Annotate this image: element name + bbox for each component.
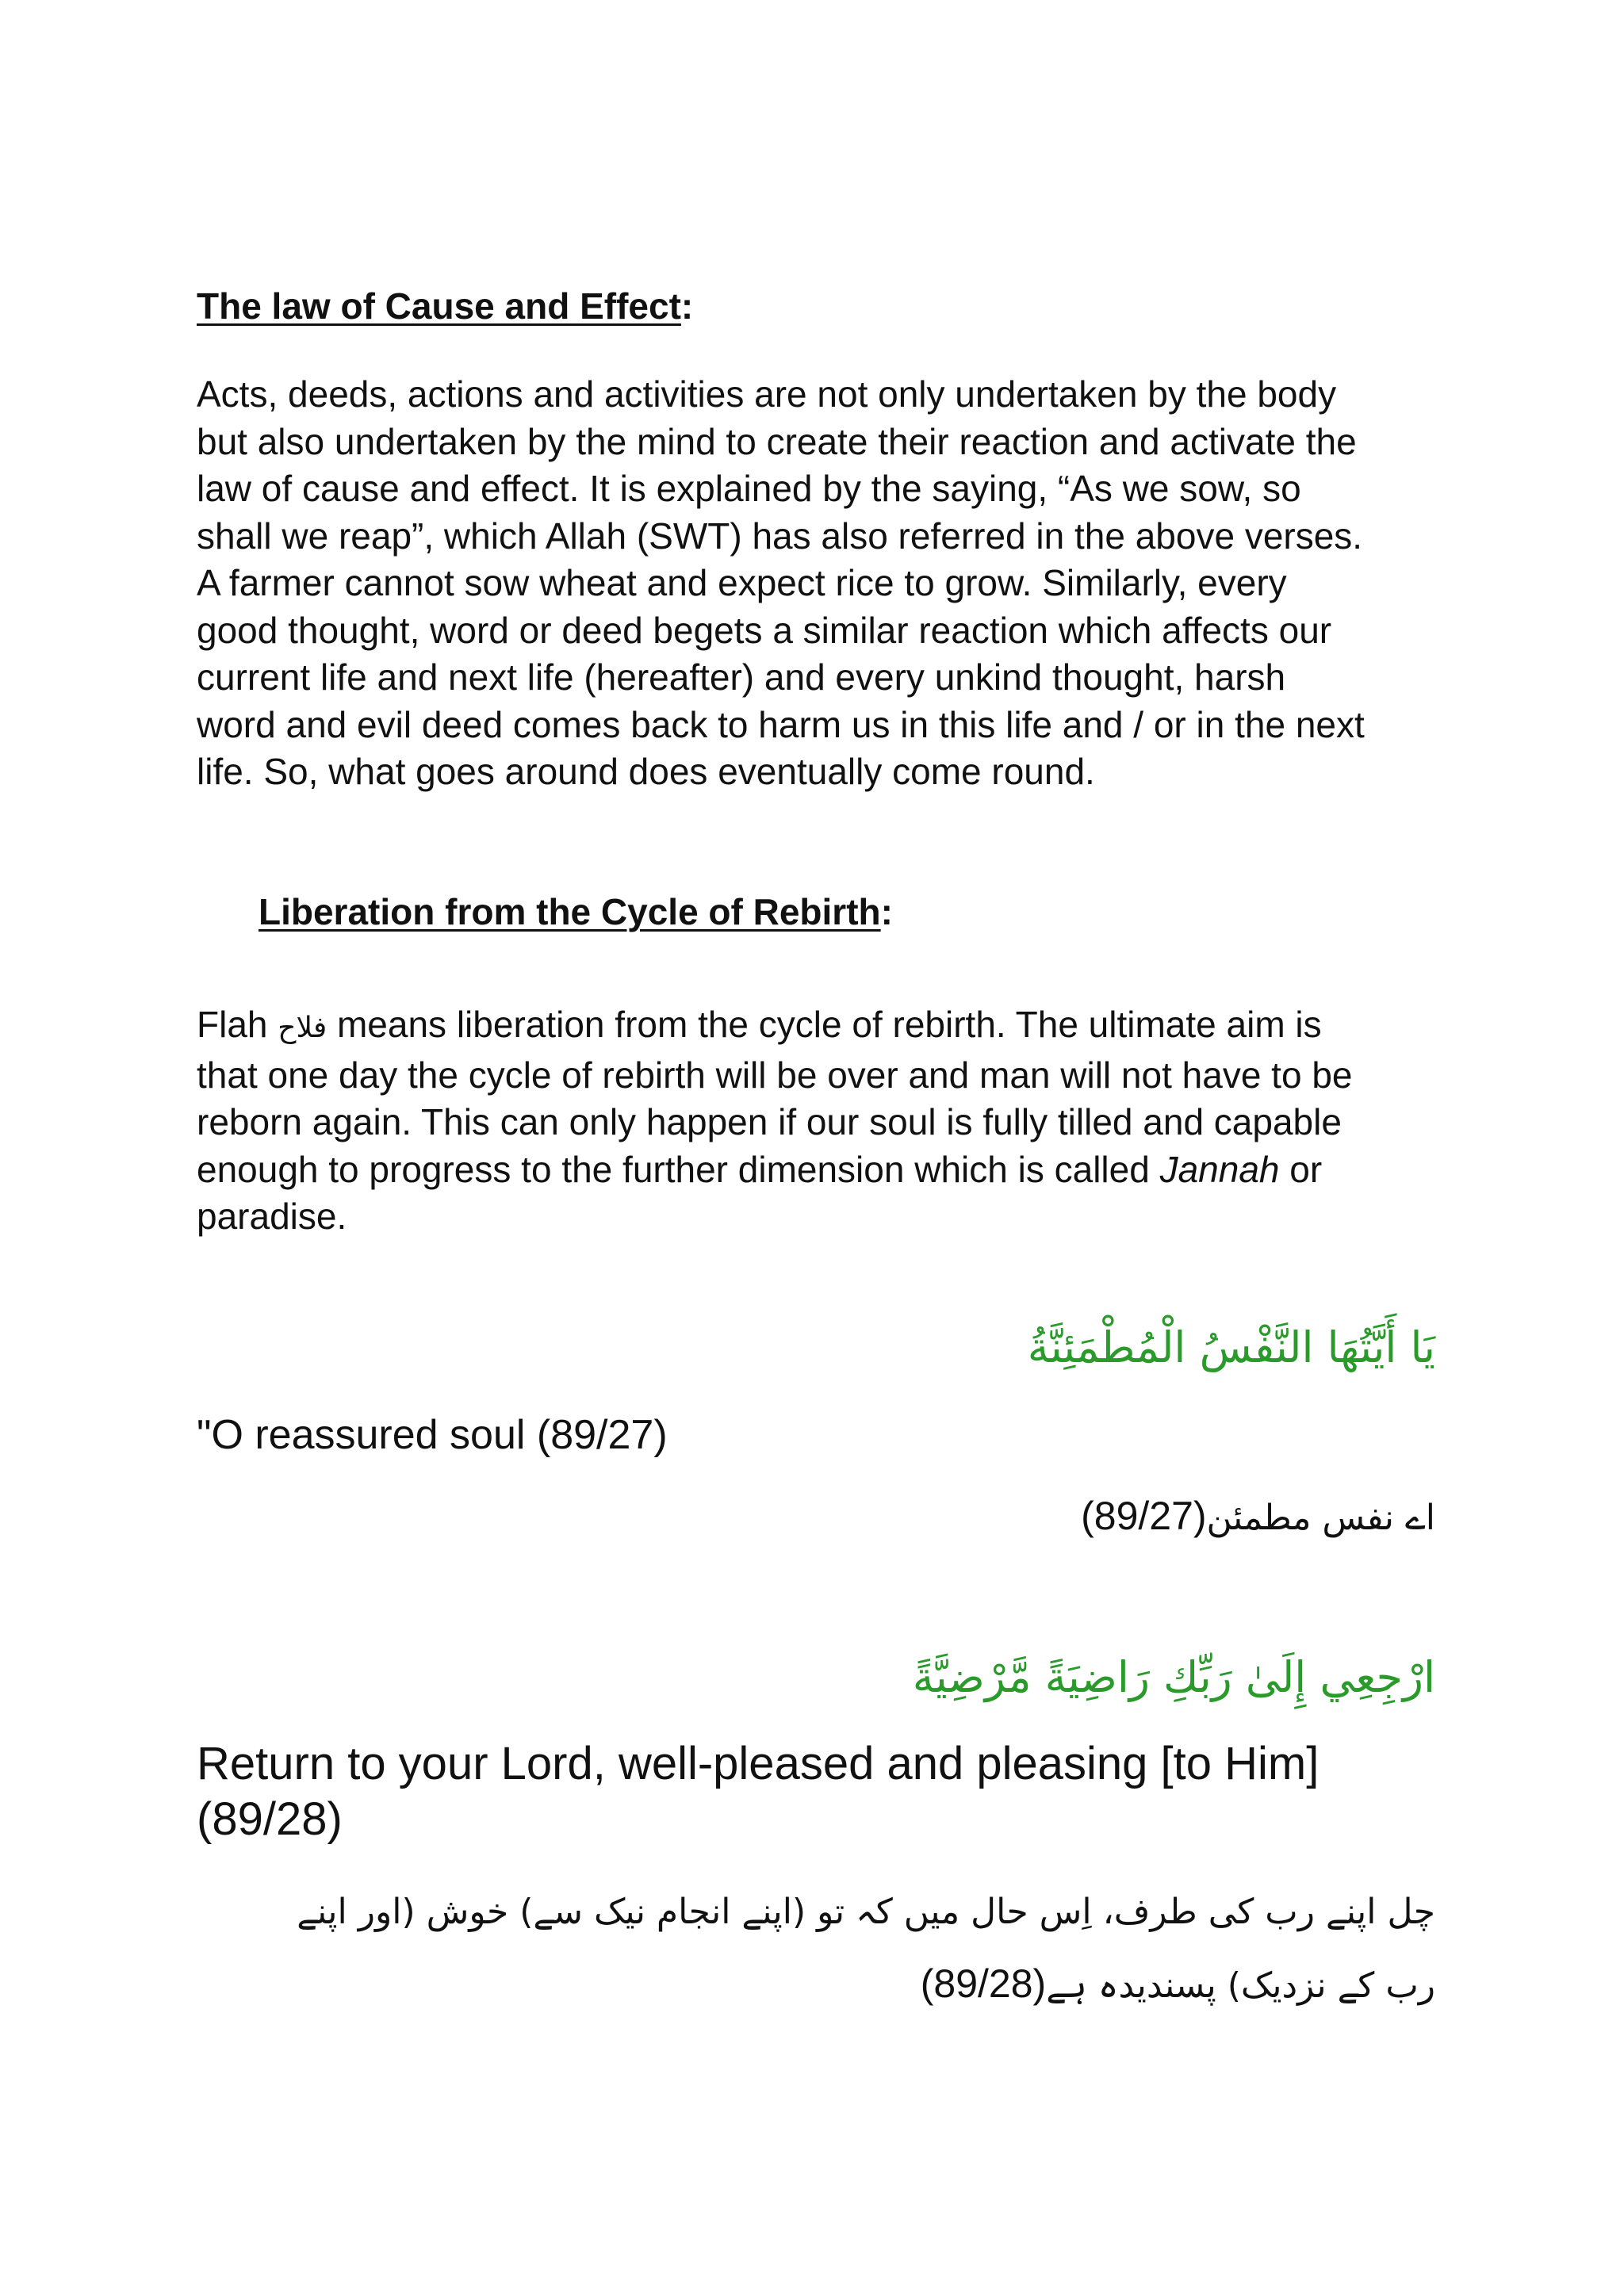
paragraph-line: shall we reap”, which Allah (SWT) has also referred in the above verses. — [197, 515, 1363, 557]
paragraph-line — [197, 1146, 1450, 1194]
urdu-text: رب کے نزدیک) پسندیدہ ہے — [1046, 1965, 1435, 2006]
paragraph-line: reborn again. This can only happen if our soul is fully tilled and capable — [197, 1101, 1342, 1142]
paragraph-line-start: enough to progress to the further dimension which is called — [197, 1148, 1150, 1190]
section-heading-liberation — [259, 890, 893, 934]
heading-colon: : — [680, 285, 694, 327]
paragraph-line: law of cause and effect. It is explained by the saying, “As we sow, so — [197, 468, 1301, 509]
verse-reference: (89/27) — [1081, 1494, 1207, 1538]
urdu-translation-89-28-line1: چل اپنے رب کی طرف، اِس حال میں کہ تو (اپنے انجام نیک سے) خوش (اور اپنے — [297, 1892, 1435, 1932]
verse-reference: (89/28) — [197, 1793, 343, 1845]
paragraph-line: paradise. — [197, 1196, 347, 1237]
paragraph-line: but also undertaken by the mind to create their reaction and activate the — [197, 420, 1357, 462]
arabic-verse-89-27: يَا أَيَّتُهَا النَّفْسُ الْمُطْمَئِنَّةُ — [1027, 1322, 1435, 1372]
section-heading-cause-effect — [197, 284, 693, 328]
paragraph-line: current life and next life (hereafter) and every unkind thought, harsh — [197, 656, 1286, 698]
paragraph-line: A farmer cannot sow wheat and expect rice to grow. Similarly, every — [197, 562, 1287, 603]
flah-urdu-word: فلاح — [278, 1012, 327, 1044]
urdu-translation-89-27 — [1081, 1484, 1435, 1550]
urdu-translation-89-28-line2 — [921, 1952, 1435, 2018]
jannah-term: Jannah — [1159, 1148, 1280, 1190]
english-translation-89-28 — [197, 1736, 1319, 1847]
flah-word: Flah — [197, 1004, 268, 1045]
paragraph-line: word and evil deed comes back to harm us in this life and / or in the next — [197, 703, 1365, 745]
paragraph-line-end: or — [1289, 1148, 1323, 1190]
english-translation-89-27: "O reassured soul (89/27) — [197, 1412, 668, 1458]
heading-text: Liberation from the Cycle of Rebirth — [259, 891, 881, 932]
urdu-text: اے نفس مطمئن — [1206, 1498, 1435, 1538]
paragraph-line-rest: means liberation from the cycle of rebirth. The ultimate aim is — [336, 1004, 1322, 1045]
translation-line: Return to your Lord, well-pleased and pleasing [to Him] — [197, 1738, 1320, 1789]
paragraph-cause-effect — [197, 371, 1450, 796]
paragraph-line: life. So, what goes around does eventually come round. — [197, 751, 1095, 792]
heading-colon: : — [880, 891, 893, 932]
paragraph-line: Acts, deeds, actions and activities are not only undertaken by the body — [197, 373, 1337, 415]
paragraph-liberation — [197, 1001, 1450, 1241]
heading-text: The law of Cause and Effect — [197, 285, 681, 327]
verse-reference: (89/28) — [920, 1961, 1047, 2006]
paragraph-line: that one day the cycle of rebirth will be over and man will not have to be — [197, 1054, 1353, 1096]
paragraph-line — [197, 1001, 1450, 1052]
paragraph-line: good thought, word or deed begets a similar reaction which affects our — [197, 609, 1332, 651]
arabic-verse-89-28: ارْجِعِي إِلَىٰ رَبِّكِ رَاضِيَةً مَّرْضِيَّةً — [912, 1652, 1435, 1702]
